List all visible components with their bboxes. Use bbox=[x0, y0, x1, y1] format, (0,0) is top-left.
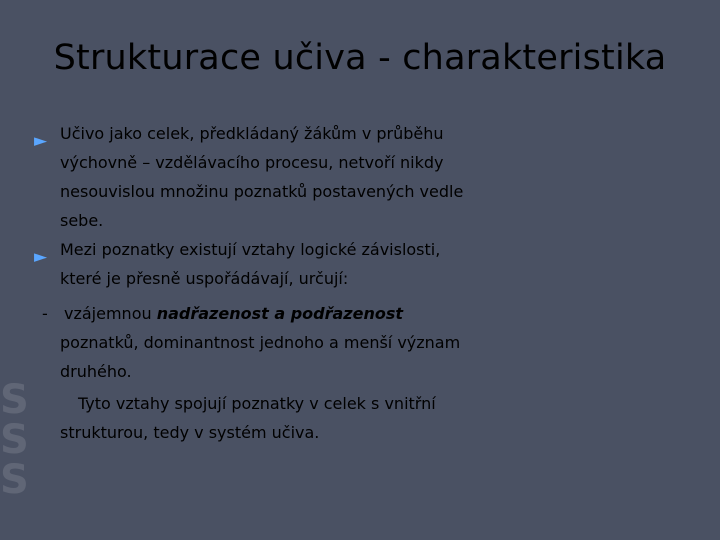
bullet-1-line-2: výchovně – vzdělávacího procesu, netvoří nikdy bbox=[60, 153, 444, 172]
dash-item-first-line bbox=[64, 304, 403, 323]
watermark-decoration: S S S bbox=[0, 377, 29, 503]
dash-item-line-3: druhého. bbox=[60, 362, 132, 381]
bullet-marker: ► bbox=[34, 131, 48, 151]
dash-item-line-2: poznatků, dominantnost jednoho a menší význam bbox=[60, 333, 461, 352]
dash-marker: - bbox=[42, 304, 48, 323]
closing-line-2: strukturou, tedy v systém učiva. bbox=[60, 423, 320, 442]
dash-item-emphasis: nadřazenost a podřazenost bbox=[156, 304, 403, 323]
dash-item-lead: vzájemnou bbox=[64, 304, 157, 323]
bullet-1-line-1: Učivo jako celek, předkládaný žákům v průběhu bbox=[60, 124, 444, 143]
bullet-marker: ► bbox=[34, 247, 48, 267]
bullet-2-line-2: které je přesně uspořádávají, určují: bbox=[60, 269, 349, 288]
bullet-1-line-4: sebe. bbox=[60, 211, 104, 230]
bullet-2-line-1: Mezi poznatky existují vztahy logické závislosti, bbox=[60, 240, 441, 259]
slide-title: Strukturace učiva - charakteristika bbox=[53, 38, 667, 78]
bullet-1-line-3: nesouvislou množinu poznatků postavených vedle bbox=[60, 182, 464, 201]
closing-line-1: Tyto vztahy spojují poznatky v celek s vnitřní bbox=[78, 394, 436, 413]
